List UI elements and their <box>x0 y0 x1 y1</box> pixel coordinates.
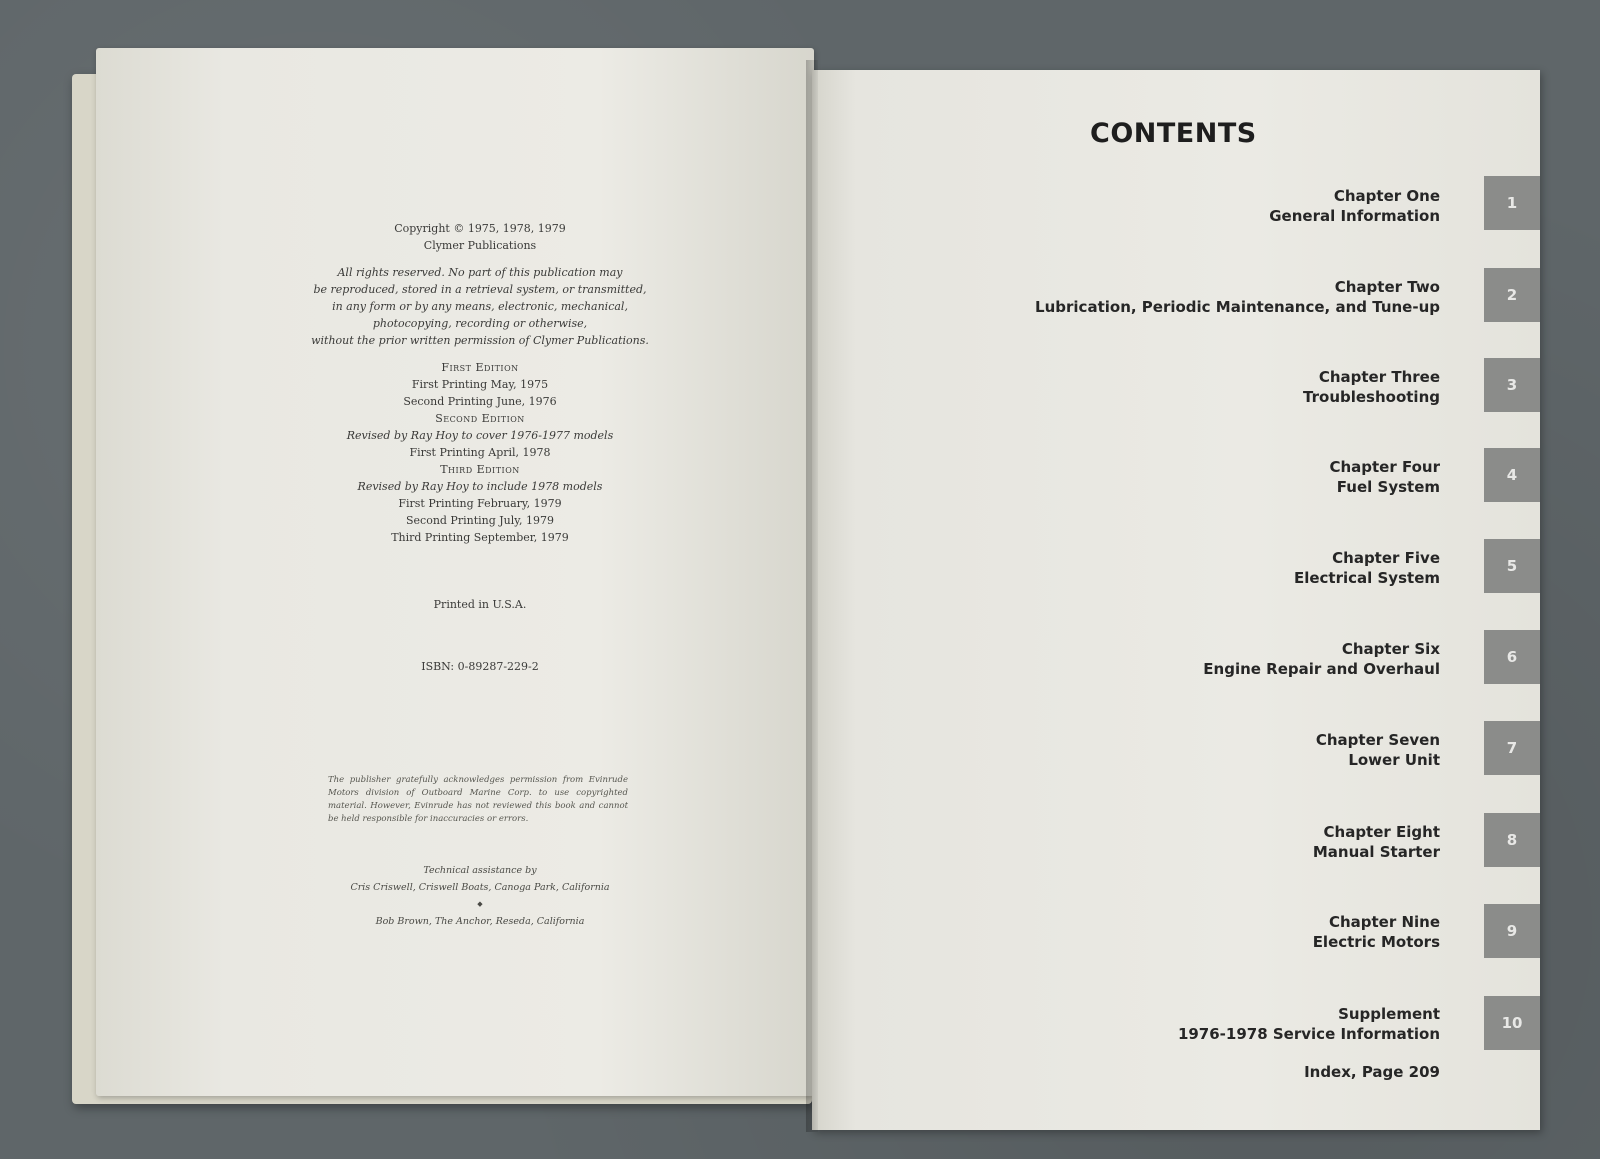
rights-line: All rights reserved. No part of this publication may <box>337 266 623 279</box>
right-page <box>812 70 1540 1130</box>
toc-entry-chapter-six[interactable] <box>1203 639 1440 679</box>
toc-entry-chapter-seven[interactable] <box>1316 730 1440 770</box>
rights-line: be reproduced, stored in a retrieval system, or transmitted, <box>313 283 647 296</box>
toc-chapter-title: General Information <box>1269 207 1440 225</box>
toc-chapter-title: Lubrication, Periodic Maintenance, and Tune-up <box>1035 298 1440 316</box>
toc-entry-chapter-three[interactable] <box>1303 367 1440 407</box>
assistance-credit: Bob Brown, The Anchor, Reseda, California <box>375 916 585 927</box>
chapter-tab-8[interactable]: 8 <box>1484 813 1540 867</box>
first-edition-heading: First Edition <box>441 361 519 374</box>
revised-line: Revised by Ray Hoy to cover 1976-1977 models <box>346 429 614 442</box>
toc-chapter-label: Chapter Two <box>1334 278 1440 296</box>
chapter-tab-7[interactable]: 7 <box>1484 721 1540 775</box>
chapter-tab-2[interactable]: 2 <box>1484 268 1540 322</box>
chapter-tab-4[interactable]: 4 <box>1484 448 1540 502</box>
printing-line: First Printing February, 1979 <box>398 497 562 510</box>
printing-line: Second Printing July, 1979 <box>405 514 555 527</box>
chapter-tab-3[interactable]: 3 <box>1484 358 1540 412</box>
toc-entry-chapter-one[interactable] <box>1269 186 1440 226</box>
isbn: ISBN: 0-89287-229-2 <box>421 660 539 673</box>
assistance-credit: Cris Criswell, Criswell Boats, Canoga Park, California <box>350 882 610 893</box>
toc-chapter-label: Chapter Nine <box>1328 913 1440 931</box>
toc-chapter-title: Engine Repair and Overhaul <box>1203 660 1440 678</box>
copyright-block <box>300 220 660 675</box>
rights-line: in any form or by any means, electronic, mechanical, <box>332 300 628 313</box>
toc-chapter-label: Chapter One <box>1333 187 1440 205</box>
chapter-tab-1[interactable]: 1 <box>1484 176 1540 230</box>
printing-line: Third Printing September, 1979 <box>391 531 569 544</box>
technical-assistance <box>320 862 640 930</box>
toc-chapter-title: Fuel System <box>1336 478 1440 496</box>
index-page-reference[interactable]: Index, Page 209 <box>1304 1063 1440 1081</box>
printed-in: Printed in U.S.A. <box>433 598 527 611</box>
toc-entry-chapter-eight[interactable] <box>1313 822 1440 862</box>
toc-chapter-label: Chapter Three <box>1318 368 1440 386</box>
copyright-line: Copyright © 1975, 1978, 1979 <box>394 222 566 235</box>
publisher-line: Clymer Publications <box>423 239 537 252</box>
toc-chapter-title: Manual Starter <box>1312 843 1440 861</box>
contents-title: CONTENTS <box>1090 118 1257 149</box>
toc-entry-chapter-five[interactable] <box>1294 548 1440 588</box>
toc-chapter-label: Chapter Eight <box>1323 823 1440 841</box>
diamond-separator-icon: ◆ <box>477 900 483 908</box>
toc-chapter-title: Electrical System <box>1293 569 1440 587</box>
toc-chapter-label: Chapter Four <box>1329 458 1440 476</box>
toc-chapter-label: Chapter Five <box>1332 549 1440 567</box>
revised-line: Revised by Ray Hoy to include 1978 models <box>357 480 603 493</box>
printing-line: First Printing April, 1978 <box>409 446 551 459</box>
chapter-tab-5[interactable]: 5 <box>1484 539 1540 593</box>
toc-chapter-label: Supplement <box>1338 1005 1440 1023</box>
printing-line: First Printing May, 1975 <box>411 378 549 391</box>
toc-chapter-label: Chapter Seven <box>1315 731 1440 749</box>
rights-line: without the prior written permission of Clymer Publications. <box>311 334 649 347</box>
toc-chapter-title: 1976-1978 Service Information <box>1177 1025 1440 1043</box>
toc-entry-chapter-four[interactable] <box>1329 457 1440 497</box>
rights-line: photocopying, recording or otherwise, <box>372 317 588 330</box>
toc-chapter-title: Troubleshooting <box>1303 388 1440 406</box>
third-edition-heading: Third Edition <box>440 463 520 476</box>
second-edition-heading: Second Edition <box>435 412 525 425</box>
chapter-tab-9[interactable]: 9 <box>1484 904 1540 958</box>
assistance-heading: Technical assistance by <box>423 865 537 876</box>
toc-chapter-label: Chapter Six <box>1341 640 1440 658</box>
toc-chapter-title: Lower Unit <box>1348 751 1440 769</box>
book-gutter <box>806 60 818 1132</box>
toc-entry-supplement[interactable] <box>1178 1004 1440 1044</box>
chapter-tab-10[interactable]: 10 <box>1484 996 1540 1050</box>
chapter-tab-6[interactable]: 6 <box>1484 630 1540 684</box>
acknowledgement-notice: The publisher gratefully acknowledges permission from Evinrude Motors division of Outboard Marine Corp. to use copyrighted material. However, Evinrude has not reviewed this book and cannot be held responsible for inaccuracies or errors. <box>328 775 628 824</box>
toc-chapter-title: Electric Motors <box>1312 933 1440 951</box>
toc-entry-chapter-two[interactable] <box>1035 277 1440 317</box>
toc-entry-chapter-nine[interactable] <box>1313 912 1440 952</box>
printing-line: Second Printing June, 1976 <box>403 395 557 408</box>
